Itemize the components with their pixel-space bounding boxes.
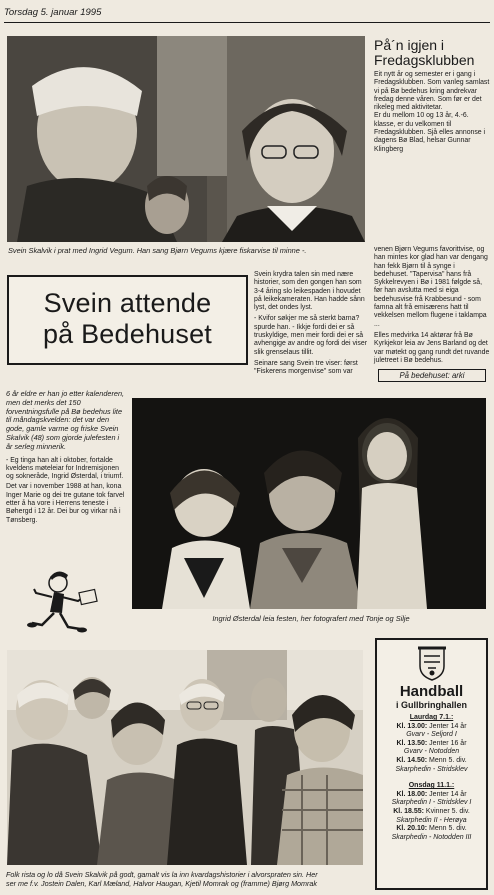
match-class: Kvinner 5. div. [425,807,470,815]
sidebar-paragraph: Eit nytt år og semester er i gang i Fredagsklubben. Som vanleg samlast vi på Bø bedehus kring andrekvar fredag denne våren. Som før er det rikeleg med aktivitetar. [374,71,490,112]
handball-day: Onsdag 11.1.: [408,782,455,790]
match-teams: Skarphedin - Notodden III [391,833,472,841]
story-paragraph: venen Bjørn Vegums favorittvise, og han mintes kor glad han var dengang han fekk Bjørn til å synge i bedehuset. "Tapervisa" hans frå Sykkelrevyen i Bø i 1981 følgde så, før han avslutta med si eiga bedehusvise frå Krabbesund - som famna alt frå emisærens hatt til vekkelsen mellom flugene i taklampa ... [374,246,488,328]
match-class: Jenter 14 år [429,722,467,730]
sidebar-story [374,38,490,154]
match-entry [377,808,486,817]
headline-box [7,275,248,365]
match-time: Kl. 13.50: [396,739,428,747]
match-entry [377,791,486,800]
main-story-column-left [6,390,127,525]
story-paragraph: Elles medvirka 14 aktørar frå Bø Kyrkjekor leia av Jens Barland og det var møtekt og gang rundt det ruvande juletreet i Bø bedehus. [374,331,490,364]
match-time: Kl. 13.00: [396,722,428,730]
middle-photo-caption: Ingrid Østerdal leia festen, her fotografert med Tonje og Silje [212,614,410,623]
story-paragraph: - Eg tinga han alt i oktober, fortalde kveldens møteleiar for Indremisjonen og sokneråde, Ingrid Østerdal, i triumf. [6,456,124,481]
sidebar-story-title-1: På´n igjen i [374,37,445,53]
story-paragraph: Svein krydra talen sin med nære historier, som den gongen han som 3-4 åring slo leikespaden i hovudet på leikekameraten. Han hadde sånn lyst, det ondes lyst. [254,271,365,312]
handball-title: Handball [399,683,464,700]
header-rule [4,22,490,23]
match-teams: Gvarv - Seljord I [406,731,457,739]
top-photo [7,36,365,242]
page-date: Torsdag 5. januar 1995 [4,7,102,18]
story-paragraph: Seinare sang Svein tre viser: først "Fiskerens morgenvise" som var [254,359,358,376]
match-class: Jenter 14 år [429,790,467,798]
story-paragraph: - Kvifor søkjer me så sterkt barna? spurde han. - Ikkje fordi dei er så truskyldige, men meir fordi dei er så avhengige av andre og fordi dei viser slik grenselaus tillit. [254,315,368,356]
runner-cartoon-icon [24,567,106,639]
story-paragraph: 6 år eldre er han jo etter kalenderen, men det merks det 150 forventningsfulle på Bø bedehus lite til måndagskvelden: det var den gode, gamle varme og friske Svein Skalvik (48) som gjorde julefesten i år serleg minnerik. [6,389,125,451]
match-teams: Skarphedin - Stridsklev [395,765,468,773]
sidebar-story-title-2: Fredagsklubben [374,52,475,68]
story-paragraph: Det var i november 1988 at han, kona Inger Marie og dei tre gutane tok farvel etter å ha vore i Herrens teneste i Bøhergd i 12 år. Dei bur og virkar nå i Tønsberg. [6,483,125,524]
match-teams: Skarphedin II - Herøya [396,816,467,824]
bottom-photo [7,650,363,865]
sidebar-paragraph: Er du mellom 10 og 13 år, 4.-6. klasse, er du velkomen til Fredagsklubben. Sjå elles annonse i dagens Bø Blad, helsar Gunnar Klingberg [374,112,486,153]
bottom-photo-caption-1: Folk rista og lo då Svein Skalvik på godt, gamalt vis la inn kvardagshistorier i alvorspraten sin. Her [6,870,318,879]
match-class: Menn 5. div. [429,756,467,764]
match-entry [377,757,486,766]
headline-line-1: Svein attende [43,288,212,318]
match-time: Kl. 14.50: [396,756,428,764]
main-story-column-right [374,246,490,365]
match-time: Kl. 20.10: [396,825,428,833]
match-entry [377,825,486,834]
match-class: Menn 5. div. [429,825,467,833]
handball-box [375,638,488,890]
club-crest-icon [377,644,486,682]
match-entry [377,740,486,749]
match-time: Kl. 18.55: [393,807,424,815]
headline-line-2: på Bedehuset [42,319,213,349]
match-class: Jenter 16 år [429,739,467,747]
handball-day: Laurdag 7.1.: [409,714,454,721]
match-time: Kl. 18.00: [396,790,428,798]
top-photo-caption: Svein Skalvik i prat med Ingrid Vegum. Han sang Bjørn Vegums kjære fiskarvise til minne -. [8,246,307,255]
bottom-photo-caption-2: ser me f.v. Jostein Dalen, Karl Mæland, Halvor Haugan, Kjetil Momrak og (framme) Bjørg Momrak [6,879,318,888]
match-teams: Skarphedin I - Stridsklev I [391,799,472,807]
handball-venue: i Gullbringhallen [395,700,467,710]
story-byline: På bedehuset: arki [378,369,486,382]
main-story-column-mid [254,271,368,377]
sidebar-story-body [374,71,490,154]
middle-photo [132,398,486,609]
match-entry [377,723,486,732]
match-teams: Gvarv - Notodden [403,748,460,756]
